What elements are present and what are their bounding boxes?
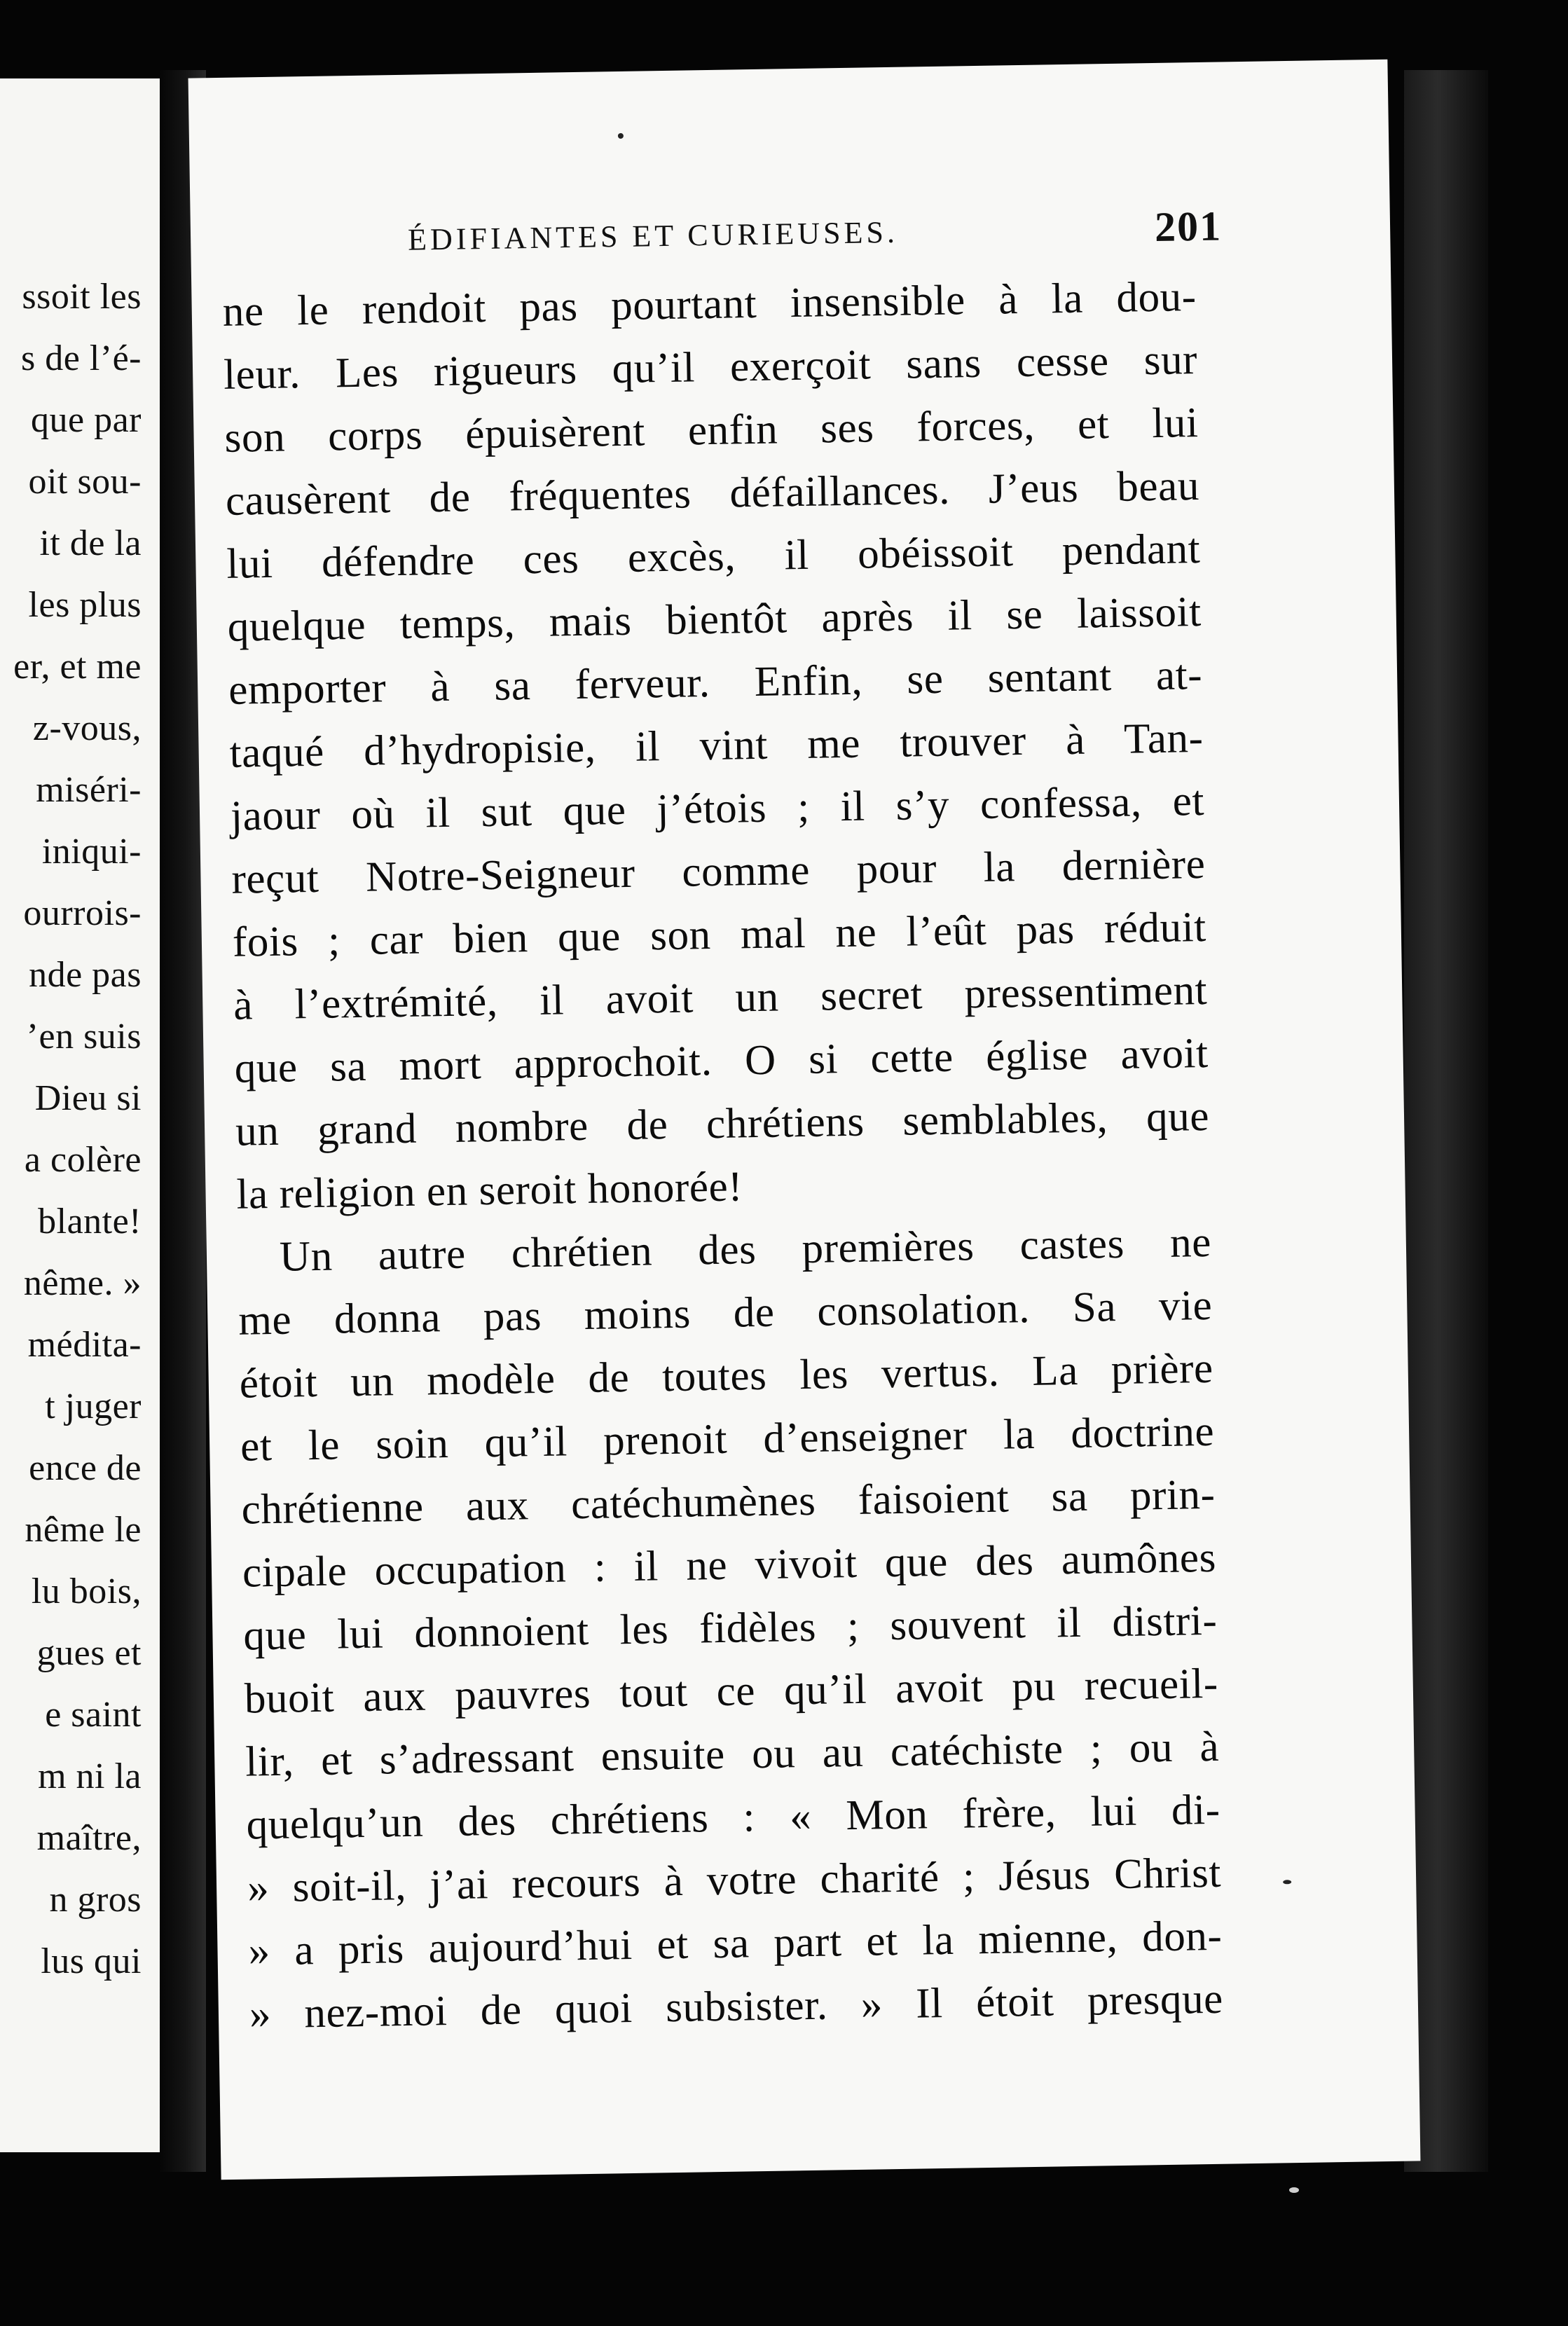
text-line: lir, et s’adressant ensuite ou au catéchiste ; ou à (245, 1723, 1220, 1786)
body-text (222, 266, 1223, 2046)
text-line: son corps épuisèrent enfin ses forces, et lui (224, 399, 1199, 462)
left-line: blante! (38, 1202, 142, 1241)
text-line: » a pris aujourd’hui et sa part et la mienne, don- (248, 1912, 1223, 1975)
text-line: taqué d’hydropisie, il vint me trouver à Tan- (229, 714, 1204, 777)
text-line: » soit-il, j’ai recours à votre charité ; Jésus Christ (247, 1849, 1222, 1912)
left-page-fragment (0, 78, 160, 2152)
left-line: lus qui (41, 1941, 142, 1981)
text-line: » nez-moi de quoi subsister. » Il étoit presque (249, 1975, 1224, 2038)
text-line: étoit un modèle de toutes les vertus. La prière (239, 1344, 1214, 1408)
text-line: que sa mort approchoit. O si cette église avoit (234, 1029, 1209, 1092)
left-line: que par (31, 400, 142, 440)
right-page (188, 60, 1421, 2180)
running-title: ÉDIFIANTES ET CURIEUSES. (407, 214, 899, 257)
text-line: buoit aux pauvres tout ce qu’il avoit pu recueil- (244, 1660, 1219, 1723)
text-line: à l’extrémité, il avoit un secret pressentiment (233, 966, 1208, 1029)
left-line: lu bois, (31, 1571, 142, 1611)
left-line: nême le (25, 1510, 142, 1550)
left-line: Dieu si (34, 1078, 142, 1118)
left-line: oit sou- (28, 462, 142, 502)
left-line: a colère (24, 1140, 142, 1180)
text-line: me donna pas moins de consolation. Sa vie (238, 1281, 1213, 1344)
left-line: ’en suis (26, 1017, 142, 1057)
text-line: reçut Notre-Seigneur comme pour la dernière (231, 840, 1206, 903)
left-line: nde pas (29, 955, 142, 995)
ink-speck (1283, 1880, 1291, 1884)
text-line: quelqu’un des chrétiens : « Mon frère, lui di- (246, 1786, 1221, 1849)
left-line: ourrois- (23, 893, 142, 933)
left-line: nême. » (23, 1263, 142, 1303)
left-line: gues et (36, 1633, 142, 1673)
left-line: n gros (49, 1880, 142, 1920)
left-line: t juger (45, 1386, 142, 1426)
left-line: maître, (36, 1818, 142, 1858)
left-page-text (13, 266, 142, 1993)
left-line: m ni la (38, 1756, 142, 1796)
paragraph-end-line: la religion en seroit honorée! (236, 1163, 743, 1218)
page-edge-shadow (1404, 70, 1488, 2172)
paragraph-start-line: Un autre chrétien des premières castes ne (279, 1218, 1212, 1281)
text-line: lui défendre ces excès, il obéissoit pendant (226, 525, 1201, 588)
text-line: jaour où il sut que j’étois ; il s’y confessa, et (230, 777, 1205, 840)
text-line: et le soin qu’il prenoit d’enseigner la doctrine (240, 1408, 1215, 1471)
text-line: leur. Les rigueurs qu’il exerçoit sans cesse sur (223, 336, 1198, 399)
ink-speck (1289, 2187, 1299, 2193)
left-line: it de la (39, 523, 142, 563)
left-line: ence de (29, 1448, 142, 1488)
text-line: chrétienne aux catéchumènes faisoient sa prin- (241, 1471, 1216, 1534)
ink-speck (618, 133, 624, 139)
left-line: les plus (28, 585, 142, 625)
text-line: fois ; car bien que son mal ne l’eût pas réduit (232, 903, 1207, 966)
left-line: ssoit les (22, 277, 142, 317)
left-line: s de l’é- (21, 338, 142, 378)
left-line: e saint (45, 1695, 142, 1735)
text-line: un grand nombre de chrétiens semblables, que (235, 1092, 1210, 1155)
text-line: ne le rendoit pas pourtant insensible à la dou- (222, 273, 1197, 336)
left-line: iniqui- (41, 832, 142, 872)
left-line: z-vous, (32, 708, 142, 748)
left-line: er, et me (13, 647, 142, 687)
page-number: 201 (1154, 202, 1223, 250)
text-line: causèrent de fréquentes défaillances. J’eus beau (225, 462, 1200, 525)
left-line: miséri- (36, 770, 142, 810)
text-line: que lui donnoient les fidèles ; souvent il distri- (242, 1597, 1218, 1660)
text-line: cipale occupation : il ne vivoit que des aumônes (242, 1534, 1217, 1597)
text-line: emporter à sa ferveur. Enfin, se sentant at- (228, 652, 1203, 714)
left-line: médita- (27, 1325, 142, 1365)
text-line: quelque temps, mais bientôt après il se laissoit (227, 589, 1202, 651)
